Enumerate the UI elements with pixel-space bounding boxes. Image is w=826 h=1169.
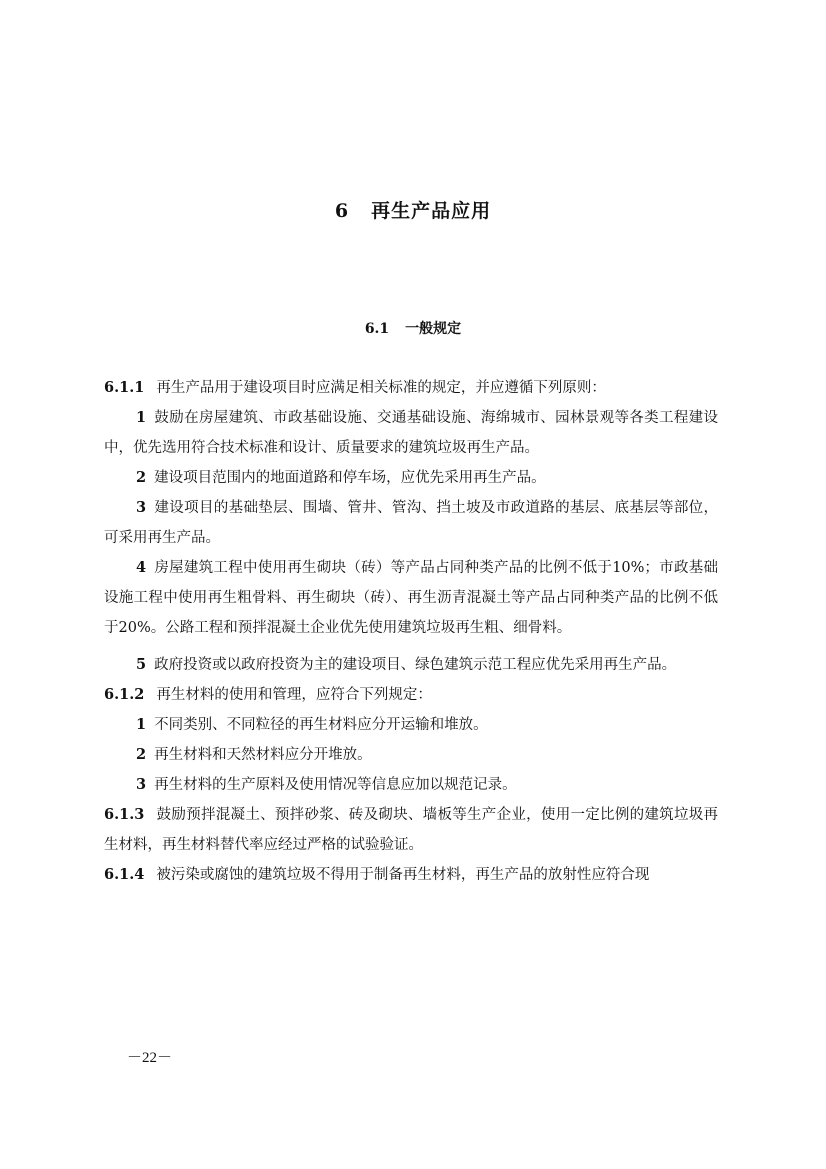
clause-number: 6.1.4 [104, 866, 145, 883]
list-item [104, 553, 718, 643]
list-item [104, 463, 718, 493]
list-item [104, 493, 718, 553]
item-text: 房屋建筑工程中使用再生砌块（砖）等产品占同种类产品的比例不低于10%；市政基础设施工程中使用再生粗骨料、再生砌块（砖）、再生沥青混凝土等产品占同种类产品的比例不低于20%。公路工程和预拌混凝土企业优先使用建筑垃圾再生粗、细骨料。 [104, 560, 718, 636]
item-number: 3 [136, 499, 147, 516]
item-number: 4 [136, 559, 147, 576]
clause-number: 6.1.1 [104, 379, 145, 396]
clause-text: 鼓励预拌混凝土、预拌砂浆、砖及砌块、墙板等生产企业，使用一定比例的建筑垃圾再生材料，再生材料替代率应经过严格的试验验证。 [104, 807, 718, 853]
clause-number: 6.1.3 [104, 806, 145, 823]
clause-number: 6.1.2 [104, 686, 145, 703]
item-number: 2 [136, 746, 147, 763]
clause-6-1-1 [104, 373, 718, 403]
chapter-title-text: 再生产品应用 [371, 200, 492, 222]
page-number: －22－ [127, 1050, 173, 1066]
item-number: 1 [136, 716, 147, 733]
clause-6-1-2 [104, 680, 718, 710]
item-text: 建设项目范围内的地面道路和停车场，应优先采用再生产品。 [154, 470, 546, 486]
item-text: 建设项目的基础垫层、围墙、管井、管沟、挡土坡及市政道路的基层、底基层等部位，可采用再生产品。 [104, 500, 718, 546]
item-number: 2 [136, 469, 147, 486]
list-item [104, 710, 718, 740]
clause-6-1-3 [104, 800, 718, 860]
list-item [104, 650, 718, 680]
clause-text: 再生产品用于建设项目时应满足相关标准的规定，并应遵循下列原则： [156, 380, 606, 396]
section-title-text: 一般规定 [405, 321, 462, 337]
clause-text: 被污染或腐蚀的建筑垃圾不得用于制备再生材料，再生产品的放射性应符合现 [156, 867, 650, 883]
item-text: 再生材料和天然材料应分开堆放。 [154, 747, 372, 763]
item-text: 再生材料的生产原料及使用情况等信息应加以规范记录。 [154, 777, 517, 793]
list-item [104, 770, 718, 800]
section-number: 6.1 [364, 321, 390, 337]
chapter-title [0, 196, 826, 223]
item-number: 1 [136, 409, 147, 426]
item-text: 不同类别、不同粒径的再生材料应分开运输和堆放。 [154, 717, 488, 733]
clause-text: 再生材料的使用和管理，应符合下列规定： [156, 687, 432, 703]
item-number: 5 [136, 656, 147, 673]
list-item [104, 740, 718, 770]
document-body [104, 373, 718, 890]
list-item [104, 403, 718, 463]
chapter-number: 6 [334, 200, 350, 222]
section-title [0, 318, 826, 338]
clause-6-1-4 [104, 860, 718, 890]
item-text: 政府投资或以政府投资为主的建设项目、绿色建筑示范工程应优先采用再生产品。 [154, 657, 677, 673]
item-number: 3 [136, 776, 147, 793]
item-text: 鼓励在房屋建筑、市政基础设施、交通基础设施、海绵城市、园林景观等各类工程建设中，优先选用符合技术标准和设计、质量要求的建筑垃圾再生产品。 [104, 410, 718, 456]
